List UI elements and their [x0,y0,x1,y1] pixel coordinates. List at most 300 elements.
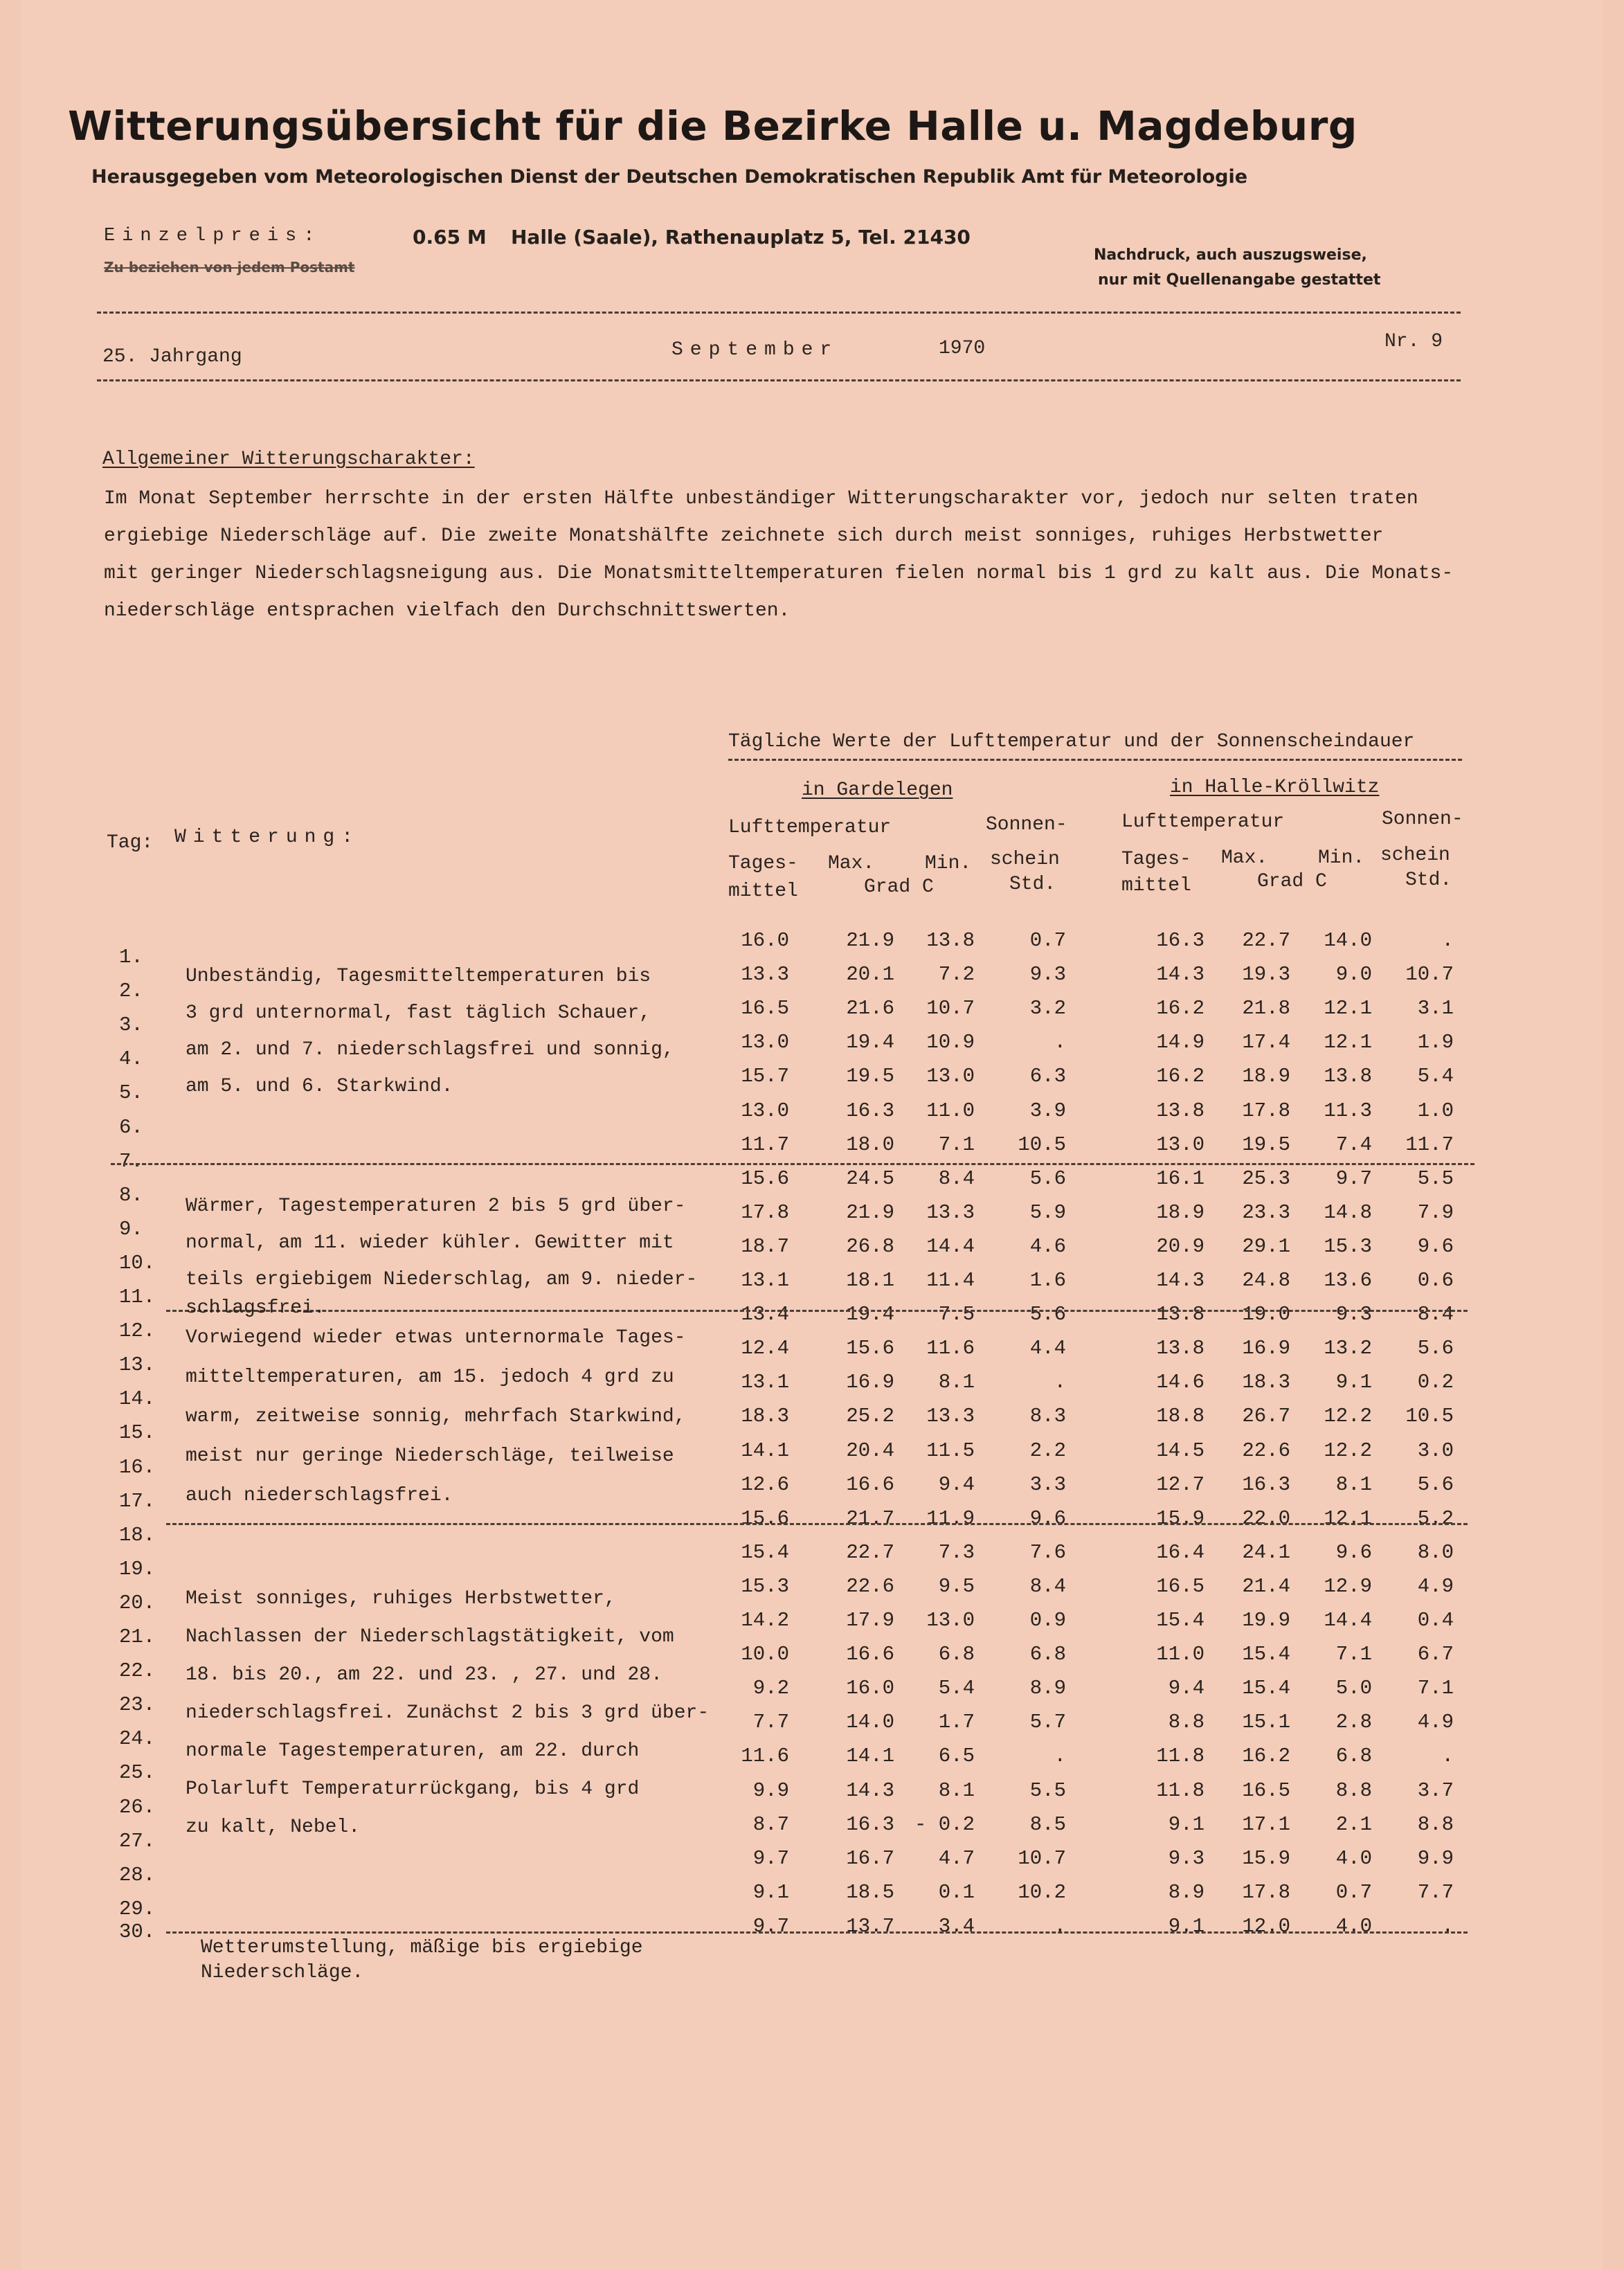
halle-min-cell: 4.0 [1335,1846,1372,1870]
gardelegen-min-cell: 7.3 [938,1540,975,1564]
distribution-note: Zu beziehen von jedem Postamt [104,259,355,276]
gardelegen-mean-cell: 8.7 [752,1812,789,1836]
day-number: 26. [119,1795,156,1819]
halle-mean-cell: 9.3 [1168,1846,1205,1870]
halle-luft-header: Lufttemperatur [1121,811,1285,833]
gardelegen-min-cell: 13.3 [926,1405,975,1428]
day-number: 25. [119,1761,156,1785]
price-label: Einzelpreis: [104,226,322,246]
day-number: 8. [119,1183,143,1207]
day-number: 19. [119,1557,156,1580]
halle-max-cell: 25.3 [1242,1166,1290,1190]
gardelegen-max-cell: 20.4 [846,1439,894,1462]
halle-min-cell: 7.1 [1335,1643,1372,1666]
halle-mean-cell: 16.2 [1156,1065,1205,1088]
halle-sunshine-cell: 5.6 [1417,1472,1454,1496]
gardelegen-sunshine-cell: 6.3 [1029,1065,1066,1088]
halle-mean-cell: 14.3 [1156,963,1205,987]
halle-sunshine-cell: . [1441,929,1454,952]
period-separator [166,1931,1468,1934]
halle-sunshine-cell: . [1441,1914,1454,1938]
gardelegen-min-cell: 7.1 [938,1133,975,1156]
day-number: 1. [119,946,143,969]
day-number: 7. [119,1149,143,1173]
period-line: 18. bis 20., am 22. und 23. , 27. und 28. [186,1664,662,1686]
halle-max-cell: 18.3 [1242,1371,1290,1394]
halle-min-cell: 9.7 [1335,1166,1372,1190]
period-description [186,1188,697,1319]
gardelegen-max-cell: 21.9 [846,929,894,952]
halle-sunshine-cell: 7.1 [1417,1677,1454,1700]
halle-mean-cell: 16.3 [1156,929,1205,952]
halle-mean-cell: 15.4 [1156,1609,1205,1632]
gardelegen-sunshine-cell: 4.6 [1029,1234,1066,1258]
halle-mean-cell: 16.5 [1156,1574,1205,1598]
halle-mean-cell: 14.5 [1156,1439,1205,1462]
halle-mean-cell: 11.8 [1156,1745,1205,1768]
halle-min-cell: 13.8 [1324,1065,1372,1088]
volume-label: 25. Jahrgang [102,346,242,368]
gardelegen-max-cell: 19.4 [846,1031,894,1054]
reprint-note-2: nur mit Quellenangabe gestattet [1098,271,1381,289]
gardelegen-mean-cell: 11.6 [741,1745,789,1768]
caption-underline [728,759,1462,761]
halle-max-cell: 21.4 [1242,1574,1290,1598]
halle-min-cell: 6.8 [1335,1745,1372,1768]
halle-min-cell: 2.1 [1335,1812,1372,1836]
halle-min-cell: 0.7 [1335,1880,1372,1904]
reprint-note-1: Nachdruck, auch auszugsweise, [1094,246,1367,264]
halle-mean-cell: 9.4 [1168,1677,1205,1700]
publisher-line: Herausgegeben vom Meteorologischen Dienst der Deutschen Demokratischen Republik Amt für Meteorologie [91,166,1248,188]
halle-sunshine-cell: 5.2 [1417,1506,1454,1530]
gardelegen-mean-cell: 14.1 [741,1439,789,1462]
halle-min-cell: 13.6 [1324,1269,1372,1292]
halle-mean-cell: 18.8 [1156,1405,1205,1428]
halle-mean-cell: 14.3 [1156,1269,1205,1292]
period-line: zu kalt, Nebel. [186,1817,361,1838]
halle-max-cell: 17.8 [1242,1099,1290,1122]
gardelegen-mean-cell: 12.6 [741,1472,789,1496]
day-number: 9. [119,1217,143,1241]
gardelegen-max-cell: 25.2 [846,1405,894,1428]
gardelegen-min-cell: 8.1 [938,1371,975,1394]
gardelegen-mean-cell: 12.4 [741,1337,789,1360]
gardelegen-sunshine-cell: 10.7 [1018,1846,1066,1870]
period-line: am 5. und 6. Starkwind. [186,1076,453,1097]
halle-mean-cell: 8.9 [1168,1880,1205,1904]
day-number: 18. [119,1523,156,1547]
halle-max-cell: 24.1 [1242,1540,1290,1564]
period-line: auch niederschlagsfrei. [186,1485,453,1506]
gard-mittel-header: mittel [728,881,798,902]
halle-max-cell: 22.0 [1242,1506,1290,1530]
gardelegen-sunshine-cell: 3.2 [1029,997,1066,1020]
gardelegen-mean-cell: 10.0 [741,1643,789,1666]
general-line: niederschläge entsprachen vielfach den Durchschnittswerten. [104,600,791,622]
day-number: 6. [119,1115,143,1139]
period-line: 3 grd unternormal, fast täglich Schauer, [186,1002,651,1024]
halle-sunshine-cell: 7.9 [1417,1200,1454,1224]
gardelegen-max-cell: 19.4 [846,1303,894,1326]
gardelegen-sunshine-cell: 5.9 [1029,1200,1066,1224]
gardelegen-mean-cell: 15.6 [741,1506,789,1530]
gardelegen-mean-cell: 18.7 [741,1234,789,1258]
gardelegen-min-cell: 11.9 [926,1506,975,1530]
gardelegen-min-cell: 13.8 [926,929,975,952]
gardelegen-sunshine-cell: 3.9 [1029,1099,1066,1122]
day-number: 16. [119,1455,156,1479]
gardelegen-max-cell: 15.6 [846,1337,894,1360]
halle-max-cell: 19.0 [1242,1303,1290,1326]
gardelegen-sunshine-cell: 2.2 [1029,1439,1066,1462]
period-description [186,1318,686,1515]
period-line: Unbeständig, Tagesmitteltemperaturen bis [186,966,651,987]
halle-max-cell: 15.4 [1242,1677,1290,1700]
gardelegen-mean-cell: 13.4 [741,1303,789,1326]
gardelegen-mean-cell: 15.3 [741,1574,789,1598]
gardelegen-max-cell: 19.5 [846,1065,894,1088]
gard-max-header: Max. [828,853,875,874]
divider-issue [97,379,1461,381]
day-number: 23. [119,1693,156,1717]
gardelegen-mean-cell: 9.9 [752,1778,789,1802]
halle-max-cell: 16.2 [1242,1745,1290,1768]
halle-mean-cell: 16.1 [1156,1166,1205,1190]
gardelegen-min-cell: - 0.2 [914,1812,975,1836]
period-separator [166,1523,1468,1525]
gardelegen-mean-cell: 16.0 [741,929,789,952]
gardelegen-sunshine-cell: 5.7 [1029,1711,1066,1734]
halle-max-cell: 23.3 [1242,1200,1290,1224]
gardelegen-max-cell: 14.1 [846,1745,894,1768]
day-number: 24. [119,1727,156,1751]
halle-max-cell: 16.5 [1242,1778,1290,1802]
issue-number: Nr. 9 [1384,331,1443,352]
gardelegen-sunshine-cell: 9.3 [1029,963,1066,987]
gardelegen-min-cell: 14.4 [926,1234,975,1258]
gardelegen-min-cell: 10.7 [926,997,975,1020]
day-number: 22. [119,1659,156,1683]
gard-schein-header: schein [990,849,1060,870]
halle-max-cell: 17.8 [1242,1880,1290,1904]
general-line: Im Monat September herrschte in der ersten Hälfte unbeständiger Witterungscharakter vor, jedoch nur selten traten [104,488,1418,510]
gardelegen-mean-cell: 13.0 [741,1099,789,1122]
halle-max-cell: 29.1 [1242,1234,1290,1258]
halle-max-cell: 24.8 [1242,1269,1290,1292]
halle-mean-cell: 13.8 [1156,1099,1205,1122]
halle-max-cell: 16.3 [1242,1472,1290,1496]
day-number: 21. [119,1625,156,1648]
gardelegen-mean-cell: 14.2 [741,1609,789,1632]
gardelegen-sunshine-cell: 0.7 [1029,929,1066,952]
day-number: 13. [119,1353,156,1377]
halle-min-cell: 14.0 [1324,929,1372,952]
halle-std-header: Std. [1405,870,1452,891]
halle-max-cell: 16.9 [1242,1337,1290,1360]
period-description [186,1580,709,1846]
period-line: Wetterumstellung, mäßige bis ergiebige [201,1937,643,1958]
halle-max-cell: 19.5 [1242,1133,1290,1156]
gardelegen-sunshine-cell: . [1054,1031,1066,1054]
halle-sunshine-cell: 4.9 [1417,1574,1454,1598]
gardelegen-min-cell: 7.5 [938,1303,975,1326]
halle-sunshine-cell: 5.6 [1417,1337,1454,1360]
gardelegen-max-cell: 21.6 [846,997,894,1020]
day-number: 3. [119,1014,143,1037]
gardelegen-mean-cell: 13.1 [741,1269,789,1292]
gardelegen-sunshine-cell: 10.2 [1018,1880,1066,1904]
period-line: Meist sonniges, ruhiges Herbstwetter, [186,1588,616,1610]
halle-sonnen-header: Sonnen- [1382,809,1463,830]
halle-max-cell: 22.6 [1242,1439,1290,1462]
gardelegen-max-cell: 16.9 [846,1371,894,1394]
halle-mean-cell: 20.9 [1156,1234,1205,1258]
gard-grad-header: Grad C [864,876,934,898]
gardelegen-max-cell: 22.6 [846,1574,894,1598]
gardelegen-sunshine-cell: 10.5 [1018,1133,1066,1156]
gardelegen-min-cell: 11.4 [926,1269,975,1292]
halle-mittel-header: mittel [1121,875,1191,897]
gardelegen-sunshine-cell: . [1054,1745,1066,1768]
day-number: 27. [119,1829,156,1853]
halle-sunshine-cell: 10.5 [1405,1405,1454,1428]
gardelegen-min-cell: 4.7 [938,1846,975,1870]
day-number: 20. [119,1591,156,1614]
halle-min-header: Min. [1318,847,1365,869]
gardelegen-sunshine-cell: 5.6 [1029,1166,1066,1190]
gardelegen-mean-cell: 11.7 [741,1133,789,1156]
halle-sunshine-cell: 1.9 [1417,1031,1454,1054]
gardelegen-min-cell: 6.8 [938,1643,975,1666]
halle-sunshine-cell: 11.7 [1405,1133,1454,1156]
gardelegen-sunshine-cell: 6.8 [1029,1643,1066,1666]
gardelegen-max-cell: 16.3 [846,1812,894,1836]
period-line: schlagsfrei. [186,1297,325,1319]
halle-sunshine-cell: 9.9 [1417,1846,1454,1870]
halle-max-cell: 18.9 [1242,1065,1290,1088]
halle-max-cell: 17.4 [1242,1031,1290,1054]
gardelegen-min-cell: 3.4 [938,1914,975,1938]
halle-sunshine-cell: 10.7 [1405,963,1454,987]
halle-sunshine-cell: 7.7 [1417,1880,1454,1904]
period-separator [111,1163,1474,1165]
gardelegen-max-cell: 24.5 [846,1166,894,1190]
gardelegen-sunshine-cell: 8.4 [1029,1574,1066,1598]
halle-max-cell: 12.0 [1242,1914,1290,1938]
halle-mean-cell: 9.1 [1168,1914,1205,1938]
gardelegen-sunshine-cell: 8.5 [1029,1812,1066,1836]
gardelegen-sunshine-cell: . [1054,1914,1066,1938]
day-number: 28. [119,1863,156,1886]
halle-min-cell: 12.2 [1324,1439,1372,1462]
halle-max-cell: 22.7 [1242,929,1290,952]
gardelegen-sunshine-cell: 5.5 [1029,1778,1066,1802]
halle-min-cell: 5.0 [1335,1677,1372,1700]
gardelegen-mean-cell: 9.7 [752,1846,789,1870]
period-line: normale Tagestemperaturen, am 22. durch [186,1740,640,1762]
gardelegen-min-cell: 10.9 [926,1031,975,1054]
period-line: Polarluft Temperaturrückgang, bis 4 grd [186,1778,640,1800]
gard-tages-header: Tages- [728,853,798,874]
gardelegen-mean-cell: 9.2 [752,1677,789,1700]
gardelegen-mean-cell: 15.7 [741,1065,789,1088]
day-number: 12. [119,1319,156,1343]
halle-tages-header: Tages- [1121,849,1191,870]
period-line: teils ergiebigem Niederschlag, am 9. nieder- [186,1269,698,1290]
halle-min-cell: 11.3 [1324,1099,1372,1122]
halle-sunshine-cell: 6.7 [1417,1643,1454,1666]
period-line: am 2. und 7. niederschlagsfrei und sonnig, [186,1039,674,1061]
halle-min-cell: 14.4 [1324,1609,1372,1632]
gardelegen-mean-cell: 9.7 [752,1914,789,1938]
period-line: mitteltemperaturen, am 15. jedoch 4 grd zu [186,1367,674,1388]
gardelegen-mean-cell: 16.5 [741,997,789,1020]
day-number: 15. [119,1421,156,1445]
address-line: Halle (Saale), Rathenauplatz 5, Tel. 21430 [511,226,971,249]
day-number: 2. [119,980,143,1003]
gardelegen-max-cell: 21.9 [846,1200,894,1224]
day-number: 11. [119,1286,156,1308]
price-value: 0.65 M [413,226,487,249]
halle-sunshine-cell: 9.6 [1417,1234,1454,1258]
gardelegen-max-cell: 14.0 [846,1711,894,1734]
gard-sonnen-header: Sonnen- [986,814,1067,836]
halle-max-cell: 17.1 [1242,1812,1290,1836]
halle-sunshine-cell: 8.0 [1417,1540,1454,1564]
gardelegen-sunshine-cell: 7.6 [1029,1540,1066,1564]
col-tag-header: Tag: [107,832,154,854]
gardelegen-max-cell: 18.5 [846,1880,894,1904]
issue-year: 1970 [939,338,986,359]
period-description [186,958,674,1105]
halle-max-cell: 19.9 [1242,1609,1290,1632]
col-witterung-header: Witterung: [174,827,361,848]
gardelegen-min-cell: 11.0 [926,1099,975,1122]
gardelegen-min-cell: 0.1 [938,1880,975,1904]
gardelegen-sunshine-cell: 8.3 [1029,1405,1066,1428]
halle-sunshine-cell: 4.9 [1417,1711,1454,1734]
gardelegen-min-cell: 11.6 [926,1337,975,1360]
gardelegen-sunshine-cell: 4.4 [1029,1337,1066,1360]
period-line: niederschlagsfrei. Zunächst 2 bis 3 grd über- [186,1702,710,1724]
gardelegen-max-cell: 18.0 [846,1133,894,1156]
general-line: ergiebige Niederschläge auf. Die zweite Monatshälfte zeichnete sich durch meist sonniges, ruhiges Herbstwetter [104,525,1384,547]
halle-mean-cell: 14.9 [1156,1031,1205,1054]
general-paragraph [104,480,1516,630]
general-line: mit geringer Niederschlagsneigung aus. Die Monatsmitteltemperaturen fielen normal bis 1 grd zu kalt aus. Die Monats- [104,563,1454,584]
gardelegen-min-cell: 1.7 [938,1711,975,1734]
gardelegen-min-cell: 7.2 [938,963,975,987]
halle-sunshine-cell: 0.2 [1417,1371,1454,1394]
gardelegen-sunshine-cell: . [1054,1371,1066,1394]
gardelegen-min-cell: 13.3 [926,1200,975,1224]
gardelegen-sunshine-cell: 3.3 [1029,1472,1066,1496]
gardelegen-min-cell: 13.0 [926,1609,975,1632]
period-line: warm, zeitweise sonnig, mehrfach Starkwind, [186,1406,686,1427]
day-number: 4. [119,1047,143,1071]
halle-grad-header: Grad C [1257,871,1327,892]
gardelegen-min-cell: 9.5 [938,1574,975,1598]
gard-min-header: Min. [925,853,972,874]
halle-max-cell: 21.8 [1242,997,1290,1020]
day-number: 10. [119,1251,156,1274]
gardelegen-sunshine-cell: 9.6 [1029,1506,1066,1530]
gardelegen-mean-cell: 7.7 [752,1711,789,1734]
halle-mean-cell: 13.8 [1156,1303,1205,1326]
gardelegen-max-cell: 13.7 [846,1914,894,1938]
period-line: Wärmer, Tagestemperaturen 2 bis 5 grd über- [186,1196,686,1217]
gardelegen-max-cell: 17.9 [846,1609,894,1632]
period-line: Niederschläge. [201,1962,364,1983]
gardelegen-max-cell: 16.6 [846,1472,894,1496]
halle-sunshine-cell: 3.1 [1417,997,1454,1020]
day-number: 29. [119,1897,156,1920]
general-heading: Allgemeiner Witterungscharakter: [102,449,475,470]
halle-sunshine-cell: 0.6 [1417,1269,1454,1292]
halle-min-cell: 12.2 [1324,1405,1372,1428]
halle-min-cell: 14.8 [1324,1200,1372,1224]
gardelegen-max-cell: 21.7 [846,1506,894,1530]
halle-max-cell: 15.4 [1242,1643,1290,1666]
halle-max-cell: 26.7 [1242,1405,1290,1428]
halle-mean-cell: 16.2 [1156,997,1205,1020]
gardelegen-max-cell: 18.1 [846,1269,894,1292]
gardelegen-max-cell: 22.7 [846,1540,894,1564]
halle-mean-cell: 13.8 [1156,1337,1205,1360]
halle-min-cell: 4.0 [1335,1914,1372,1938]
halle-min-cell: 8.1 [1335,1472,1372,1496]
day-number: 17. [119,1489,156,1513]
gardelegen-min-cell: 8.4 [938,1166,975,1190]
halle-min-cell: 9.6 [1335,1540,1372,1564]
gardelegen-mean-cell: 15.4 [741,1540,789,1564]
gardelegen-mean-cell: 15.6 [741,1166,789,1190]
period-line: Nachlassen der Niederschlagstätigkeit, vom [186,1626,674,1648]
halle-sunshine-cell: 5.5 [1417,1166,1454,1190]
table-caption: Tägliche Werte der Lufttemperatur und der Sonnenscheindauer [728,731,1415,753]
halle-mean-cell: 8.8 [1168,1711,1205,1734]
divider-top [97,312,1461,314]
gardelegen-mean-cell: 9.1 [752,1880,789,1904]
gardelegen-mean-cell: 13.3 [741,963,789,987]
halle-mean-cell: 13.0 [1156,1133,1205,1156]
period-line: Vorwiegend wieder etwas unternormale Tages- [186,1327,686,1349]
halle-min-cell: 9.0 [1335,963,1372,987]
gardelegen-sunshine-cell: 1.6 [1029,1269,1066,1292]
halle-mean-cell: 9.1 [1168,1812,1205,1836]
halle-mean-cell: 16.4 [1156,1540,1205,1564]
halle-min-cell: 12.1 [1324,997,1372,1020]
document-title: Witterungsübersicht für die Bezirke Halle u. Magdeburg [68,102,1357,150]
gardelegen-min-cell: 5.4 [938,1677,975,1700]
halle-min-cell: 2.8 [1335,1711,1372,1734]
gardelegen-sunshine-cell: 8.9 [1029,1677,1066,1700]
station-halle: in Halle-Kröllwitz [1170,777,1380,798]
period-description [201,1936,643,1985]
gardelegen-max-cell: 16.3 [846,1099,894,1122]
halle-min-cell: 15.3 [1324,1234,1372,1258]
station-gardelegen: in Gardelegen [802,780,953,801]
gard-std-header: Std. [1009,874,1056,895]
day-number: 14. [119,1387,156,1411]
halle-min-cell: 12.9 [1324,1574,1372,1598]
halle-sunshine-cell: . [1441,1745,1454,1768]
halle-min-cell: 9.3 [1335,1303,1372,1326]
gard-luft-header: Lufttemperatur [728,817,892,838]
halle-min-cell: 9.1 [1335,1371,1372,1394]
gardelegen-min-cell: 11.5 [926,1439,975,1462]
